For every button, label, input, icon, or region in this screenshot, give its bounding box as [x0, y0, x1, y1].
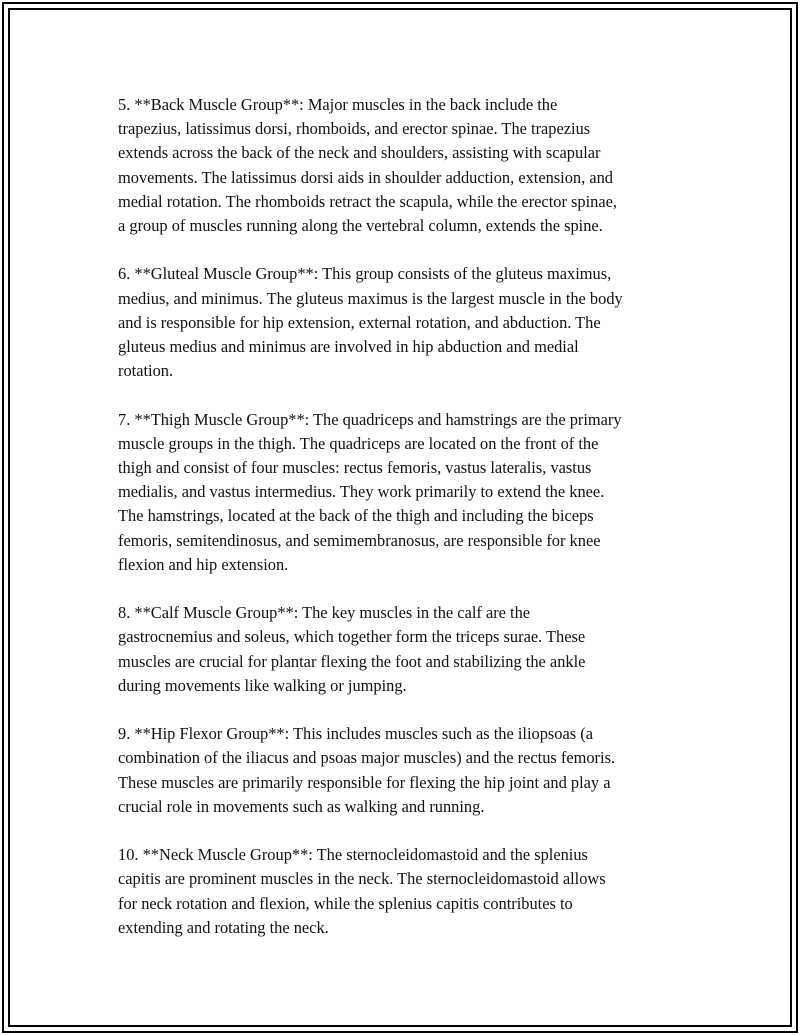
text-line: 8. **Calf Muscle Group**: The key muscles in the calf are the — [118, 603, 531, 623]
text-line: thigh and consist of four muscles: rectus femoris, vastus lateralis, vastus — [118, 458, 592, 478]
paragraph-hip-flexor-group — [118, 722, 693, 819]
text-line: movements. The latissimus dorsi aids in shoulder adduction, extension, and — [118, 167, 613, 187]
text-line: 7. **Thigh Muscle Group**: The quadriceps and hamstrings are the primary — [118, 409, 622, 429]
text-line: These muscles are primarily responsible for flexing the hip joint and play a — [118, 772, 611, 792]
text-line: trapezius, latissimus dorsi, rhomboids, and erector spinae. The trapezius — [118, 119, 591, 139]
paragraph-calf-muscle-group — [118, 601, 693, 698]
text-line: 9. **Hip Flexor Group**: This includes muscles such as the iliopsoas (a — [118, 724, 593, 744]
text-line: gastrocnemius and soleus, which together form the triceps surae. These — [118, 627, 586, 647]
text-line: for neck rotation and flexion, while the splenius capitis contributes to — [118, 893, 573, 913]
text-line: medius, and minimus. The gluteus maximus is the largest muscle in the body — [118, 288, 623, 308]
text-line: capitis are prominent muscles in the neck. The sternocleidomastoid allows — [118, 869, 606, 889]
text-line: gluteus medius and minimus are involved in hip abduction and medial — [118, 337, 579, 357]
text-line: combination of the iliacus and psoas major muscles) and the rectus femoris. — [118, 748, 616, 768]
text-line: and is responsible for hip extension, external rotation, and abduction. The — [118, 312, 601, 332]
text-line: extends across the back of the neck and shoulders, assisting with scapular — [118, 143, 601, 163]
document-body — [118, 93, 693, 964]
text-line: 5. **Back Muscle Group**: Major muscles in the back include the — [118, 95, 558, 114]
text-line: medialis, and vastus intermedius. They work primarily to extend the knee. — [118, 482, 605, 502]
text-line: 6. **Gluteal Muscle Group**: This group consists of the gluteus maximus, — [118, 264, 612, 284]
text-line: crucial role in movements such as walking and running. — [118, 796, 485, 816]
text-line: The hamstrings, located at the back of the thigh and including the biceps — [118, 506, 594, 526]
text-line: muscles are crucial for plantar flexing the foot and stabilizing the ankle — [118, 651, 586, 671]
paragraph-neck-muscle-group — [118, 843, 693, 940]
text-line: 10. **Neck Muscle Group**: The sternocleidomastoid and the splenius — [118, 845, 588, 865]
paragraph-back-muscle-group — [118, 93, 693, 238]
text-line: femoris, semitendinosus, and semimembranosus, are responsible for knee — [118, 530, 601, 550]
text-line: flexion and hip extension. — [118, 554, 289, 574]
text-line: medial rotation. The rhomboids retract the scapula, while the erector spinae, — [118, 191, 617, 211]
text-line: extending and rotating the neck. — [118, 917, 329, 937]
paragraph-thigh-muscle-group — [118, 408, 693, 577]
text-line: a group of muscles running along the vertebral column, extends the spine. — [118, 216, 603, 236]
text-line: during movements like walking or jumping. — [118, 675, 407, 695]
paragraph-gluteal-muscle-group — [118, 262, 693, 383]
text-line: rotation. — [118, 361, 174, 381]
text-line: muscle groups in the thigh. The quadriceps are located on the front of the — [118, 433, 599, 453]
